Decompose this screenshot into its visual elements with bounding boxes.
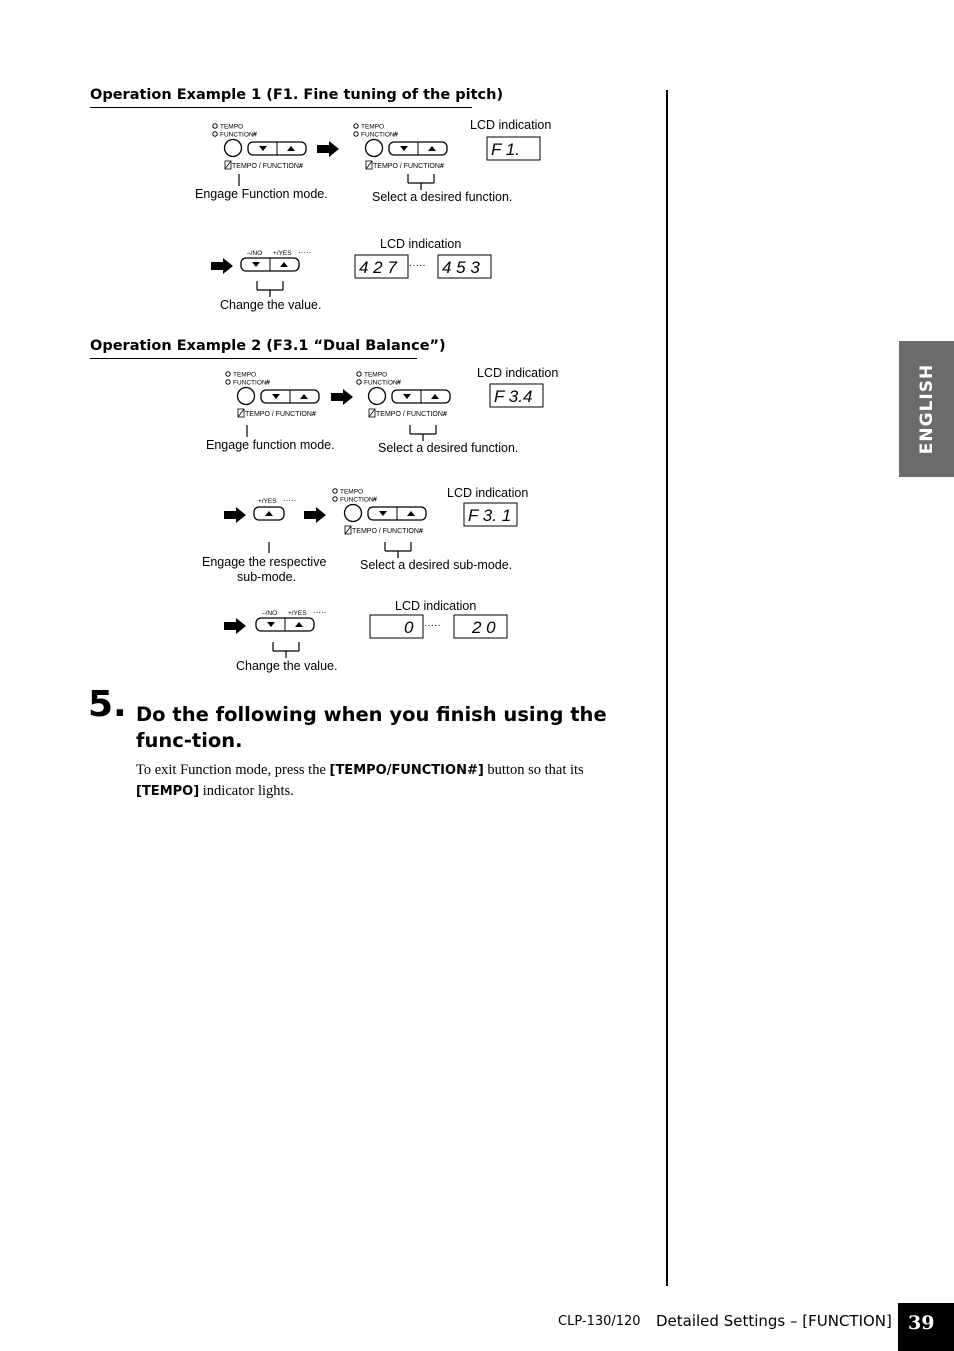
caption-select-function: Select a desired function. [372,190,513,204]
example1-title: Operation Example 1 (F1. Fine tuning of the pitch) [90,87,504,103]
caption-engage-function-mode: Engage function mode. [206,438,335,452]
sharp-symbol: # [394,131,398,139]
sharp-symbol: # [419,528,423,535]
function-panel-select [357,372,450,419]
value-buttons [256,608,326,631]
lcd-indication-label: LCD indication [470,118,552,132]
arrow-icon [331,389,353,405]
lcd-value: F 1. [491,140,520,159]
sharp-symbol: # [266,379,270,387]
tempo-function-label: TEMPO / FUNCTION [245,411,312,418]
arrow-icon [304,507,326,523]
tempo-indicator-label: TEMPO [364,371,388,379]
language-tab [899,341,954,477]
caption-change-value: Change the value. [220,298,322,312]
bracket [257,281,283,297]
value-buttons [241,248,311,271]
sharp-symbol: # [440,163,444,170]
sharp-symbol: # [312,411,316,418]
example2-title: Operation Example 2 (F3.1 “Dual Balance”) [90,338,446,354]
caption-engage-submode-line2: sub-mode. [237,570,297,584]
bracket [273,642,299,658]
footer-model: CLP-130/120 [558,1314,641,1329]
arrow-icon [224,618,246,634]
step-body-text: indicator lights. [199,783,294,799]
sharp-symbol: # [397,379,401,387]
caption-engage-submode-line1: Engage the respective [202,555,327,569]
tempo-function-label: TEMPO / FUNCTION [376,411,443,418]
dots: ····· [283,496,297,505]
yes-button [254,496,296,520]
language-tab-label: ENGLISH [916,363,937,455]
step-body-text: button so that its [483,762,584,778]
dots: ····· [313,608,327,617]
yes-label: +/YES [288,610,307,617]
no-label: –/NO [247,250,263,257]
tempo-indicator-label: TEMPO [361,123,385,131]
caption-select-function: Select a desired function. [378,441,519,455]
sharp-symbol: # [443,411,447,418]
function-panel-engage [213,124,306,171]
bracket [385,542,411,558]
sharp-symbol: # [253,131,257,139]
bracket [410,425,436,441]
dots: ····· [298,248,312,257]
lcd-value: 2 0 [472,618,496,637]
lcd-indication-label: LCD indication [395,599,477,613]
function-panel-engage [226,372,319,419]
arrow-icon [224,507,246,523]
lcd-value: F 3.4 [494,387,533,406]
function-indicator-label: FUNCTION [364,379,398,387]
function-indicator-label: FUNCTION [361,131,395,139]
step-body-text: To exit Function mode, press the [136,762,330,778]
step-number: 5. [88,684,127,725]
tempo-indicator-ref: [TEMPO] [136,784,200,799]
page-number: 39 [908,1312,935,1334]
dots: ····· [424,620,441,631]
tempo-indicator-label: TEMPO [233,371,257,379]
page-number-box [898,1303,954,1351]
tempo-function-button-ref: [TEMPO/FUNCTION#] [329,763,484,778]
lcd-indication-label: LCD indication [477,366,559,380]
bracket [408,174,434,190]
tempo-indicator-label: TEMPO [220,123,244,131]
sharp-symbol: # [373,496,377,504]
dots: ····· [409,260,426,271]
function-indicator-label: FUNCTION [220,131,254,139]
lcd-indication-label: LCD indication [380,237,462,251]
column-divider [666,90,668,1286]
footer-section: Detailed Settings – [FUNCTION] [656,1312,892,1330]
lcd-indication-label: LCD indication [447,486,529,500]
step-title: Do the following when you finish using the func-tion. [136,703,607,752]
caption-change-value: Change the value. [236,659,338,673]
arrow-icon [317,141,339,157]
step-body [136,760,636,802]
no-label: –/NO [262,610,278,617]
tempo-function-label: TEMPO / FUNCTION [373,163,440,170]
yes-label: +/YES [258,498,277,505]
lcd-value: 4 5 3 [442,258,480,277]
tempo-indicator-label: TEMPO [340,488,364,496]
arrow-icon [211,258,233,274]
caption-select-submode: Select a desired sub-mode. [360,558,513,572]
caption-engage-function-mode: Engage Function mode. [195,187,328,201]
function-panel-select [354,124,447,171]
yes-label: +/YES [273,250,292,257]
function-indicator-label: FUNCTION [233,379,267,387]
lcd-display [370,615,423,638]
tempo-function-label: TEMPO / FUNCTION [232,163,299,170]
tempo-function-label: TEMPO / FUNCTION [352,528,419,535]
function-indicator-label: FUNCTION [340,496,374,504]
sharp-symbol: # [299,163,303,170]
lcd-value: 0 [404,618,414,637]
function-panel-submode [333,489,426,536]
lcd-value: 4 2 7 [359,258,397,277]
lcd-value: F 3. 1 [468,506,512,525]
